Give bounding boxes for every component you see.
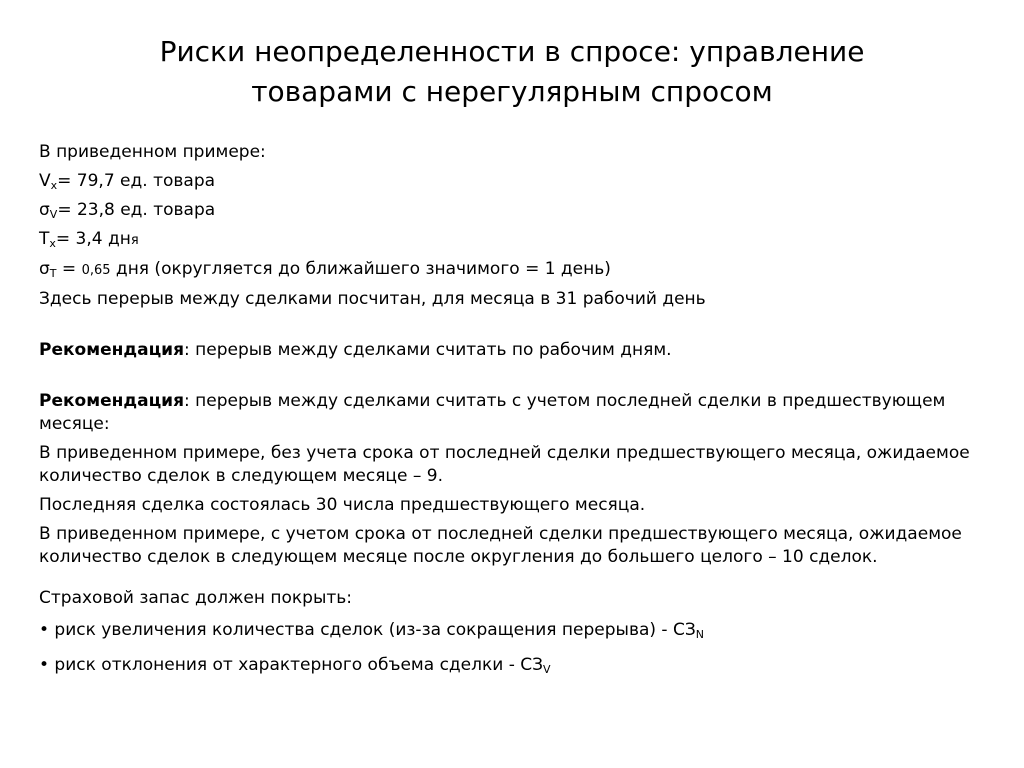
tx-subscript: x xyxy=(49,237,56,250)
sigma-t-value: 0,65 xyxy=(81,263,111,278)
sigma-t-rest: дня (округляется до ближайшего значимого = 1 день) xyxy=(110,259,611,279)
sigma-t-equals: = xyxy=(56,259,82,279)
spacer xyxy=(39,572,989,584)
tx-unit-tail: я xyxy=(130,233,139,248)
sigma-v-subscript: V xyxy=(49,208,58,221)
formula-sigma-t xyxy=(39,255,989,285)
slide-title xyxy=(60,32,964,112)
safety-bullet-deals-text: • риск увеличения количества сделок (из-за сокращения перерыва) - СЗ xyxy=(39,620,696,640)
tx-value: = 3,4 дн xyxy=(55,229,131,249)
tx-symbol: T xyxy=(39,229,50,249)
sigma-t-symbol: σ xyxy=(39,259,50,279)
safety-bullet-deals xyxy=(39,613,989,648)
formula-vx xyxy=(39,167,989,196)
example-note: Здесь перерыв между сделками посчитан, для месяца в 31 рабочий день xyxy=(39,289,706,309)
vx-value: = 79,7 ед. товара xyxy=(57,171,216,191)
safety-bullet-volume xyxy=(39,648,989,683)
sigma-v-value: = 23,8 ед. товара xyxy=(57,200,216,220)
recommendation-2-text: : перерыв между сделками считать с учетом последней сделки в предшествующем месяце: xyxy=(39,391,946,434)
title-line-2: товарами с нерегулярным спросом xyxy=(251,75,773,108)
paragraph-without-last-deal: В приведенном примере, без учета срока от последней сделки предшествующего месяца, ожидаемое количество сделок в следующем месяце – 9. xyxy=(39,443,970,486)
safety-bullet-volume-text: • риск отклонения от характерного объема сделки - СЗ xyxy=(39,655,544,675)
safety-bullet-deals-subscript: N xyxy=(695,628,704,641)
spacer xyxy=(39,314,989,336)
recommendation-1-label: Рекомендация xyxy=(39,340,185,360)
recommendation-2-label: Рекомендация xyxy=(39,391,185,411)
sigma-t-subscript: T xyxy=(49,267,57,280)
example-intro: В приведенном примере: xyxy=(39,142,266,162)
vx-subscript: x xyxy=(50,179,58,192)
recommendation-2 xyxy=(39,387,989,439)
slide-body xyxy=(39,138,989,683)
recommendation-1-text: : перерыв между сделками считать по рабочим дням. xyxy=(184,340,672,360)
recommendation-1 xyxy=(39,336,989,365)
sigma-v-symbol: σ xyxy=(39,200,50,220)
paragraph-last-deal-date: Последняя сделка состоялась 30 числа предшествующего месяца. xyxy=(39,495,646,515)
formula-sigma-v xyxy=(39,196,989,225)
vx-symbol: V xyxy=(39,171,51,191)
title-line-1: Риски неопределенности в спросе: управление xyxy=(159,35,865,68)
paragraph-with-last-deal: В приведенном примере, с учетом срока от последней сделки предшествующего месяца, ожидаемое количество сделок в следующем месяце после округления до большего целого – 10 сделок. xyxy=(39,524,962,567)
spacer xyxy=(39,365,989,387)
formula-tx xyxy=(39,225,989,255)
safety-stock-intro: Страховой запас должен покрыть: xyxy=(39,588,353,608)
safety-bullet-volume-subscript: V xyxy=(543,663,551,676)
